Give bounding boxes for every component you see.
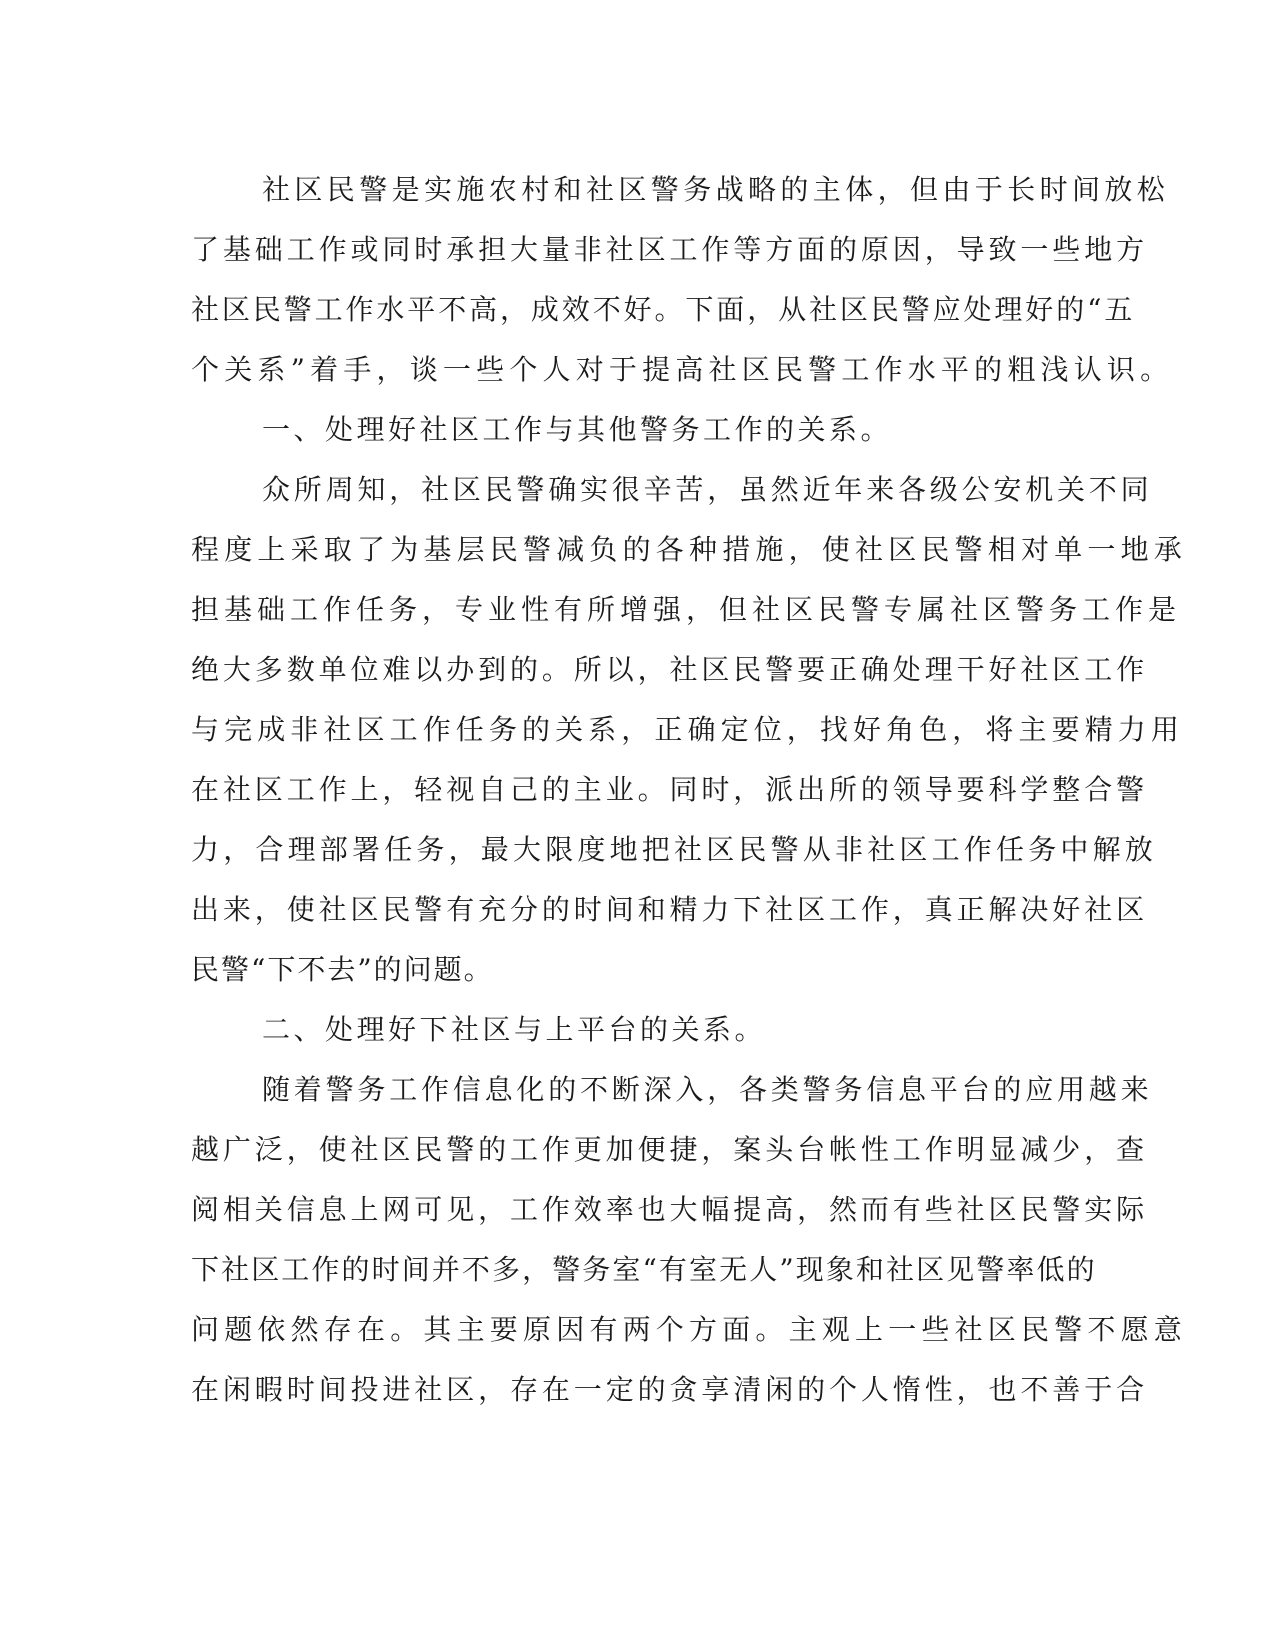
text-line: 了基础工作或同时承担大量非社区工作等方面的原因，导致一些地方 — [191, 233, 1149, 266]
text-line: 担基础工作任务，专业性有所增强，但社区民警专属社区警务工作是 — [191, 593, 1182, 626]
text-line: 越广泛，使社区民警的工作更加便捷，案头台帐性工作明显减少，查 — [191, 1133, 1149, 1166]
text-line: 在闲暇时间投进社区，存在一定的贪享清闲的个人惰性，也不善于合 — [191, 1373, 1149, 1406]
text-line: 个关系”着手，谈一些个人对于提高社区民警工作水平的粗浅认识。 — [191, 353, 1174, 386]
text-line: 与完成非社区工作任务的关系，正确定位，找好角色，将主要精力用 — [191, 713, 1185, 746]
section-heading: 二、处理好下社区与上平台的关系。 — [262, 1013, 767, 1046]
text-line: 在社区工作上，轻视自己的主业。同时，派出所的领导要科学整合警 — [191, 773, 1149, 806]
text-line: 程度上采取了为基层民警减负的各种措施，使社区民警相对单一地承 — [191, 533, 1188, 566]
text-line: 出来，使社区民警有充分的时间和精力下社区工作，真正解决好社区 — [191, 893, 1149, 926]
text-line: 社区民警工作水平不高，成效不好。下面，从社区民警应处理好的“五 — [191, 293, 1136, 326]
text-line: 下社区工作的时间并不多，警务室“有室无人”现象和社区见警率低的 — [191, 1253, 1097, 1286]
text-line: 社区民警是实施农村和社区警务战略的主体，但由于长时间放松 — [262, 173, 1170, 206]
text-line: 阅相关信息上网可见，工作效率也大幅提高，然而有些社区民警实际 — [191, 1193, 1149, 1226]
text-line: 随着警务工作信息化的不断深入，各类警务信息平台的应用越来 — [262, 1073, 1153, 1106]
text-line: 力，合理部署任务，最大限度地把社区民警从非社区工作任务中解放 — [191, 833, 1158, 866]
text-line: 问题依然存在。其主要原因有两个方面。主观上一些社区民警不愿意 — [191, 1313, 1188, 1346]
text-line: 民警“下不去”的问题。 — [191, 953, 494, 986]
text-line: 众所周知，社区民警确实很辛苦，虽然近年来各级公安机关不同 — [262, 473, 1153, 506]
section-heading: 一、处理好社区工作与其他警务工作的关系。 — [262, 413, 893, 446]
text-line: 绝大多数单位难以办到的。所以，社区民警要正确处理干好社区工作 — [191, 653, 1149, 686]
